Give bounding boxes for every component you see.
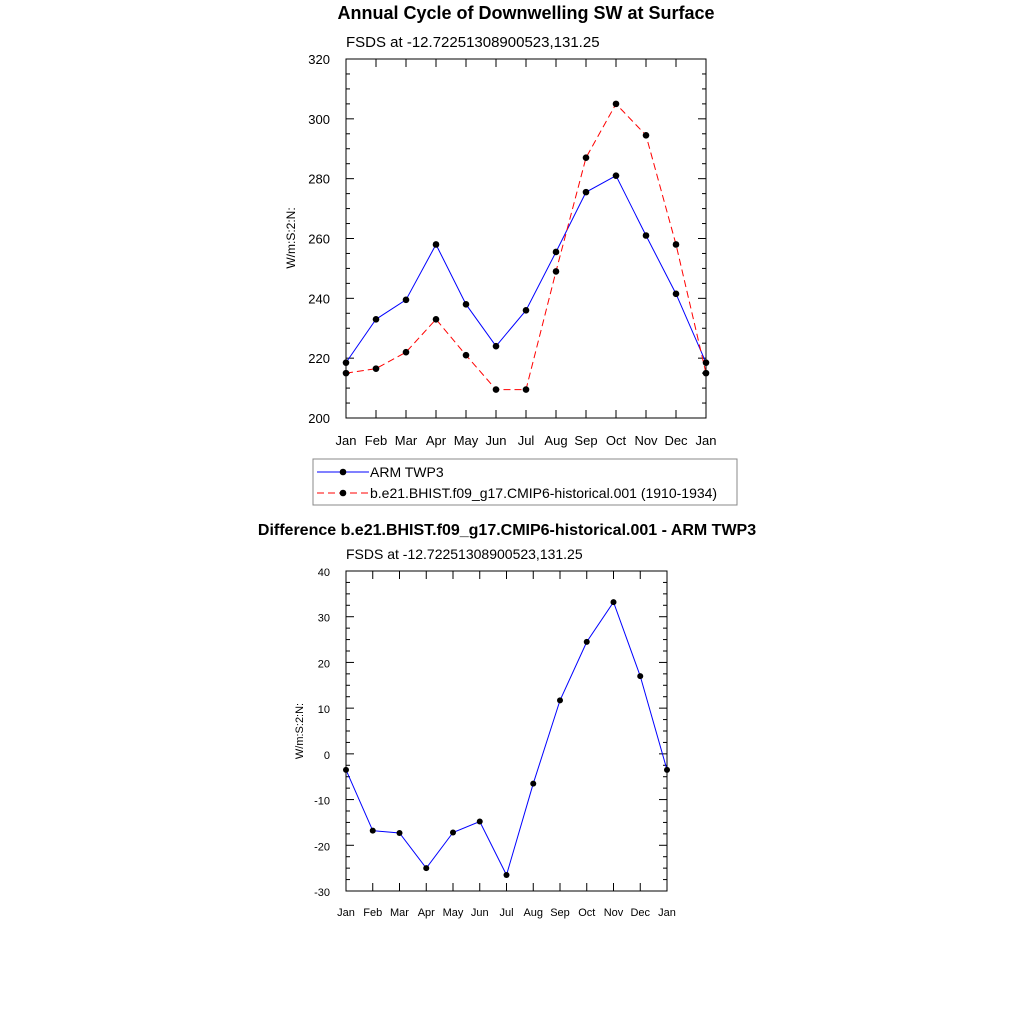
y-tick-label: 20 xyxy=(317,658,330,671)
y-tick-label: 320 xyxy=(308,52,330,67)
x-tick-label: Aug xyxy=(544,433,568,448)
data-point-s1-8 xyxy=(583,154,590,161)
series-line-0 xyxy=(346,602,667,875)
data-point-s0-2 xyxy=(397,830,403,836)
data-point-s0-9 xyxy=(613,172,620,179)
chart1-subtitle: FSDS at -12.72251308900523,131.25 xyxy=(346,34,600,51)
chart1-title: Annual Cycle of Downwelling SW at Surface xyxy=(337,3,715,23)
data-point-s0-5 xyxy=(477,819,483,825)
data-point-s0-0 xyxy=(343,767,349,773)
data-point-s0-9 xyxy=(584,639,590,645)
plot-frame xyxy=(346,59,706,418)
x-tick-label: Nov xyxy=(634,433,658,448)
y-tick-label: 240 xyxy=(308,291,330,307)
chart2-title: Difference b.e21.BHIST.f09_g17.CMIP6-historical.001 - ARM TWP3 xyxy=(257,522,757,539)
data-point-s1-0 xyxy=(343,370,350,377)
data-point-s1-10 xyxy=(643,132,650,139)
y-tick-label: 0 xyxy=(323,749,330,762)
legend-label-arm: ARM TWP3 xyxy=(370,464,444,480)
x-tick-label: Jul xyxy=(499,907,514,919)
y-tick-label: 260 xyxy=(308,231,330,247)
data-point-s0-1 xyxy=(370,828,376,834)
data-point-s0-7 xyxy=(530,781,536,787)
x-tick-label: Jan xyxy=(337,907,355,919)
data-point-s0-6 xyxy=(504,872,510,878)
x-tick-label: Mar xyxy=(390,907,409,919)
x-tick-label: May xyxy=(453,433,479,448)
x-tick-label: Feb xyxy=(364,433,388,448)
x-tick-label: Jan xyxy=(658,907,676,919)
data-point-s0-10 xyxy=(611,599,617,605)
x-tick-label: Apr xyxy=(425,433,447,448)
x-tick-label: Dec xyxy=(630,907,651,919)
y-tick-label: 220 xyxy=(308,351,330,367)
chart1-ylabel: W/m:S:2:N: xyxy=(284,207,298,269)
y-tick-label: 40 xyxy=(317,567,330,579)
x-tick-label: Sep xyxy=(550,907,570,919)
legend-marker-model xyxy=(340,490,347,497)
data-point-s0-5 xyxy=(493,343,500,350)
y-tick-label: 30 xyxy=(317,612,330,625)
y-tick-label: -30 xyxy=(314,887,330,899)
x-tick-label: Jun xyxy=(485,433,507,448)
x-tick-label: Aug xyxy=(523,907,544,919)
data-point-s1-4 xyxy=(463,352,470,359)
x-tick-label: Mar xyxy=(394,433,418,448)
data-point-s0-3 xyxy=(423,865,429,871)
y-tick-label: 10 xyxy=(317,704,330,717)
chart2-ylabel: W/m:S:2:N: xyxy=(294,702,306,760)
data-point-s0-11 xyxy=(673,291,680,298)
x-tick-label: Jul xyxy=(517,433,535,448)
x-tick-label: Jun xyxy=(470,907,489,919)
chart1-plot-area xyxy=(308,52,716,448)
data-point-s1-6 xyxy=(523,386,530,393)
x-tick-label: Apr xyxy=(417,907,435,919)
y-tick-label: -20 xyxy=(314,841,330,854)
chart1-legend xyxy=(313,459,737,505)
x-tick-label: Jan xyxy=(335,433,357,448)
x-tick-label: Sep xyxy=(574,433,598,448)
y-tick-label: -10 xyxy=(314,795,330,808)
plot-frame xyxy=(346,571,667,891)
data-point-s1-12 xyxy=(703,370,710,377)
data-point-s0-4 xyxy=(450,829,456,835)
data-point-s0-7 xyxy=(553,249,560,256)
data-point-s0-8 xyxy=(557,697,563,703)
series-line-0 xyxy=(346,176,706,363)
y-tick-label: 280 xyxy=(308,171,330,187)
chart2-subtitle: FSDS at -12.72251308900523,131.25 xyxy=(346,546,583,562)
legend-marker-arm xyxy=(340,469,347,476)
x-tick-label: Nov xyxy=(603,907,624,919)
data-point-s0-12 xyxy=(664,767,670,773)
x-tick-label: Dec xyxy=(664,433,688,448)
data-point-s0-0 xyxy=(343,359,350,366)
chart2-plot-area xyxy=(314,567,676,919)
legend-label-model: b.e21.BHIST.f09_g17.CMIP6-historical.001 (1910-1934) xyxy=(370,485,718,501)
data-point-s0-3 xyxy=(433,241,440,248)
y-tick-label: 300 xyxy=(308,111,330,127)
x-tick-label: Feb xyxy=(363,907,383,919)
data-point-s0-2 xyxy=(403,297,410,304)
data-point-s1-2 xyxy=(403,349,410,356)
data-point-s1-5 xyxy=(493,386,500,393)
data-point-s0-8 xyxy=(583,189,590,196)
data-point-s1-7 xyxy=(553,268,560,275)
x-tick-label: May xyxy=(442,907,464,919)
x-tick-label: Oct xyxy=(605,433,627,448)
data-point-s0-11 xyxy=(637,673,643,679)
data-point-s0-4 xyxy=(463,301,470,308)
data-point-s0-12 xyxy=(703,359,710,366)
data-point-s0-10 xyxy=(643,232,650,239)
data-point-s1-3 xyxy=(433,316,440,323)
x-tick-label: Jan xyxy=(695,433,717,448)
data-point-s1-9 xyxy=(613,101,620,108)
data-point-s0-1 xyxy=(373,316,380,323)
data-point-s0-6 xyxy=(523,307,530,314)
data-point-s1-11 xyxy=(673,241,680,248)
x-tick-label: Oct xyxy=(578,907,596,919)
y-tick-label: 200 xyxy=(308,411,330,426)
data-point-s1-1 xyxy=(373,365,380,372)
